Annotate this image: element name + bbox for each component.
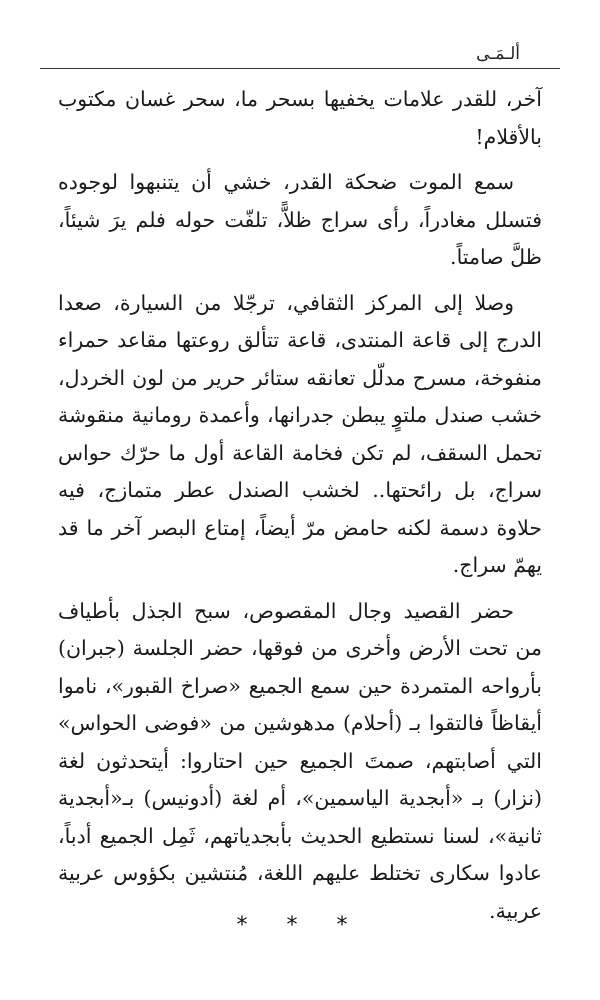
paragraph-4: حضر القصيد وجال المقصوص، سبح الجذل بأطياف من تحت الأرض وأخرى من فوقها، حضر الجلسة (جبران) بأرواحه المتمردة حين سمع الجميع «صراخ القبور»، ناموا أيقاظاً فالتقوا بـ (أحلام) مدهوشين من «فوضى الحواس» التي أصابتهم، صمتَ الجميع حين احتاروا: أيتحدثون لغة (نزار) بـ «أبجدية الياسمين»، أم لغة (أدونيس) بـ«أبجدية ثانية»، لسنا نستطيع الحديث بأبجدياتهم، ثَمِل الجميع أدباً، عادوا سكارى تختلط عليهم اللغة، مُنتشين بكؤوس عربية عربية. <box>58 598 542 923</box>
section-separator: * * * <box>236 913 364 938</box>
body-text <box>58 81 542 938</box>
paragraph-2: سمع الموت ضحكة القدر، خشي أن يتنبهوا لوجوده فتسلل مغادراً، رأى سراج ظلاًّ، تلفّت حوله فلم يرَ شيئاً، ظلَّ صامتاً. <box>58 170 542 269</box>
header-rule <box>40 68 560 69</box>
running-header-title: ألـمَـى <box>476 44 520 64</box>
paragraph-3: وصلا إلى المركز الثقافي، ترجّلا من السيارة، صعدا الدرج إلى قاعة المنتدى، قاعة تتألق روعتها مقاعد حمراء منفوخة، مسرح مدلّل تعانقه ستائر حرير من لون الخردل، خشب صندل ملتوٍ يبطن جدرانها، وأعمدة رومانية منقوشة تحمل السقف، لم تكن فخامة القاعة أول ما حرّك حواس سراج، بل رائحتها.. لخشب الصندل عطر متمازج، فيه حلاوة دسمة لكنه حامض مرّ أيضاً، إمتاع البصر آخر ما قد يهمّ سراج. <box>58 290 542 577</box>
paragraph-1: آخر، للقدر علامات يخفيها بسحر ما، سحر غسان مكتوب بالأقلام! <box>58 87 542 149</box>
